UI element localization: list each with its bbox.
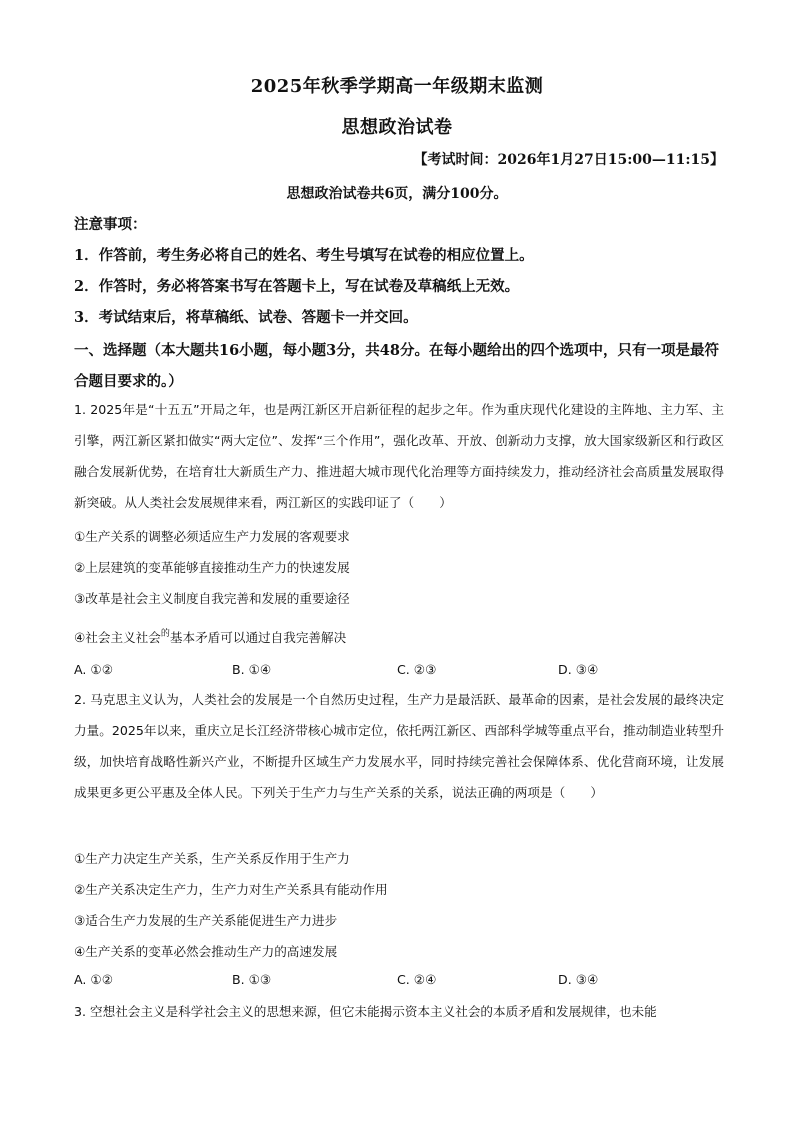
- question-1-option: ③改革是社会主义制度自我完善和发展的重要途径: [74, 591, 350, 606]
- choice-d: D. ③④: [558, 662, 599, 677]
- choice-a: A. ①②: [74, 662, 113, 677]
- choice-b: B. ①④: [232, 662, 272, 677]
- question-1-stem: 1. 2025年是“十五五”开局之年，也是两江新区开启新征程的起步之年。作为重庆现代化建设的主阵地、主力军、主引擎，两江新区紧扣做实“两大定位”、发挥“三个作用”，强化改革、开放、创新动力支撑，放大国家级新区和行政区融合发展新优势，在培育壮大新质生产力、推进超大城市现代化治理等方面持续发力，推动经济社会高质量发展取得新突破。从人类社会发展规律来看，两江新区的实践印证了（ ）: [74, 402, 724, 510]
- question-1-option: ②上层建筑的变革能够直接推动生产力的快速发展: [74, 560, 350, 575]
- question-2-option: ①生产力决定生产关系，生产关系反作用于生产力: [74, 851, 350, 866]
- choice-d: D. ③④: [558, 972, 599, 987]
- exam-title: 2025年秋季学期高一年级期末监测: [250, 76, 544, 97]
- choice-c: C. ②③: [397, 662, 437, 677]
- option-text: 基本矛盾可以通过自我完善解决: [169, 630, 347, 645]
- note-item: 3．考试结束后，将草稿纸、试卷、答题卡一并交回。: [74, 309, 418, 326]
- question-2-stem: 2. 马克思主义认为，人类社会的发展是一个自然历史过程，生产力是最活跃、最革命的因素，是社会发展的最终决定力量。2025年以来，重庆立足长江经济带核心城市定位，依托两江新区、西部科学城等重点平台，推动制造业转型升级，加快培育战略性新兴产业，不断提升区域生产力发展水平，同时持续完善社会保障体系、优化营商环境，让发展成果更多更公平惠及全体人民。下列关于生产力与生产关系的关系，说法正确的两项是（ ）: [74, 692, 724, 800]
- question-2-option: ②生产关系决定生产力，生产力对生产关系具有能动作用: [74, 882, 388, 897]
- question-3-stem: 3. 空想社会主义是科学社会主义的思想来源，但它未能揭示资本主义社会的本质矛盾和发展规律，也未能: [74, 1004, 657, 1019]
- choice-a: A. ①②: [74, 972, 113, 987]
- paper-summary: 思想政治试卷共6页，满分100分。: [286, 186, 508, 202]
- section-heading: 一、选择题（本大题共16小题，每小题3分，共48分。在每小题给出的四个选项中，只有一项是最符合题目要求的。）: [74, 342, 719, 390]
- note-item: 2．作答时，务必将答案书写在答题卡上，写在试卷及草稿纸上无效。: [74, 278, 520, 295]
- subject-title: 思想政治试卷: [341, 117, 453, 138]
- choice-b: B. ①③: [232, 972, 272, 987]
- exam-time: 【考试时间：2026年1月27日15:00—11:15】: [413, 152, 724, 168]
- choice-c: C. ②④: [397, 972, 437, 987]
- option-superscript: 的: [160, 629, 170, 639]
- question-2-option: ③适合生产力发展的生产关系能促进生产力进步: [74, 913, 338, 928]
- question-2-option: ④生产关系的变革必然会推动生产力的高速发展: [74, 944, 338, 959]
- question-1-option: ①生产关系的调整必须适应生产力发展的客观要求: [74, 529, 350, 544]
- note-item: 1．作答前，考生务必将自己的姓名、考生号填写在试卷的相应位置上。: [74, 247, 534, 264]
- question-1-option: [74, 626, 346, 646]
- notes-heading: 注意事项：: [74, 216, 147, 233]
- option-text: ④社会主义社会: [74, 630, 161, 645]
